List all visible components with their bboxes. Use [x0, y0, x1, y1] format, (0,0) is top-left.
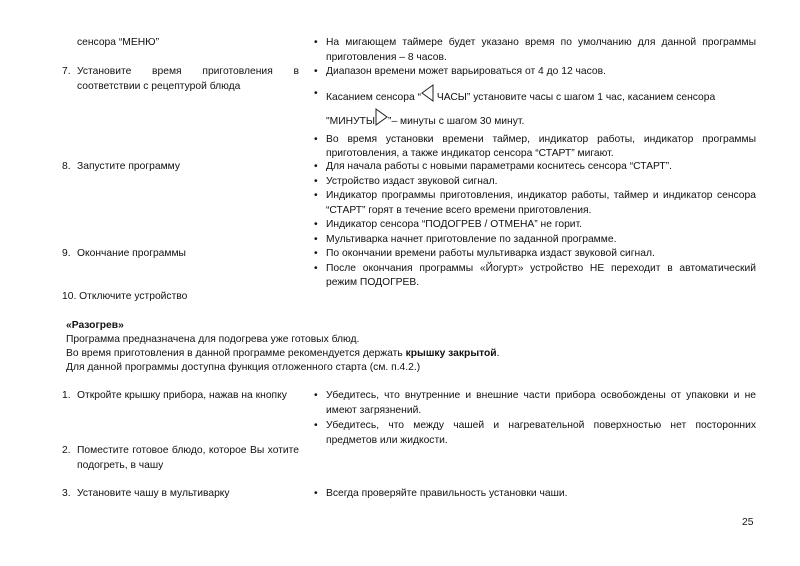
bullet-item: • На мигающем таймере будет указано время по умолчанию для данной программы приготовления – 8 часов. [312, 36, 756, 65]
bullet-item: • Диапазон времени может варьироваться от 4 до 12 часов. [312, 65, 756, 80]
section-line-3: Для данной программы доступна функция отложенного старта (см. п.4.2.) [66, 362, 421, 373]
step-7-notes [312, 65, 756, 162]
step-8-notes [312, 160, 756, 247]
step-10: 10. Отключите устройство [62, 291, 188, 302]
step-7 [62, 65, 302, 92]
reheat-step-3 [62, 487, 302, 502]
step-number: 3. [62, 488, 71, 499]
bullet-item: • Индикатор программы приготовления, индикатор работы, таймер и индикатор сенсора “СТАРТ” горят в течение всего времени приготовления. [312, 189, 756, 218]
section-line-2-text: Во время приготовления в данной программе рекомендуется держать [66, 348, 406, 359]
step-number: 7. [62, 66, 71, 77]
section-line-1: Программа предназначена для подогрева уже готовых блюд. [66, 334, 360, 345]
step-text: Поместите готовое блюдо, которое Вы хотите подогреть, в чашу [77, 445, 299, 471]
step-number: 8. [62, 161, 71, 172]
step-number: 2. [62, 445, 71, 456]
step-text: Запустите программу [77, 161, 181, 172]
reheat-step-1 [62, 389, 302, 404]
bullet-item: • После окончания программы «Йогурт» устройство НЕ переходит в автоматический режим ПОДОГРЕВ. [312, 262, 756, 291]
bullet-text: "МИНУТЫ [326, 115, 376, 127]
step-9-notes [312, 247, 756, 291]
section-line-2-bold: крышку закрытой [405, 348, 497, 359]
bullet-item: • Убедитесь, что внутренние и внешние части прибора освобождены от упаковки и не имеют загрязнений. [312, 389, 756, 418]
bullet-text: Касанием сенсора “ [326, 91, 421, 103]
bullet-item: • Мультиварка начнет приготовление по заданной программе. [312, 233, 756, 248]
minutes-triangle-icon [375, 108, 388, 126]
step-text: Окончание программы [77, 248, 186, 259]
bullet-text: ”– минуты с шагом 30 минут. [388, 115, 525, 127]
step-text: Установите чашу в мультиварку [77, 488, 230, 499]
page-number: 25 [742, 517, 754, 528]
bullet-item: • Убедитесь, что между чашей и нагревательной поверхностью нет посторонних предметов или жидкости. [312, 419, 756, 448]
hours-triangle-icon [421, 84, 434, 102]
reheat-step-3-notes [312, 487, 756, 502]
step-9 [62, 247, 302, 262]
section-line-2-end: . [496, 348, 500, 359]
bullet-item: • Устройство издаст звуковой сигнал. [312, 175, 756, 190]
section-line-2 [66, 347, 500, 362]
step-text: Установите время приготовления в соответствии с рецептурой блюда [77, 66, 299, 92]
step-8 [62, 160, 302, 175]
section-title [66, 319, 124, 334]
reheat-step-1-notes [312, 389, 756, 448]
step-number: 1. [62, 390, 71, 401]
bullet-item: • Во время установки времени таймер, индикатор работы, индикатор программы приготовления, а также индикатор сенсора “СТАРТ” мигают. [312, 133, 756, 162]
step-number: 9. [62, 248, 71, 259]
bullet-item: • По окончании времени работы мультиварка издаст звуковой сигнал. [312, 247, 756, 262]
bullet-text: ЧАСЫ” установите часы с шагом 1 час, касанием сенсора [434, 91, 716, 103]
bullet-item [312, 84, 756, 132]
reheat-step-2 [62, 444, 302, 471]
bullet-item: • Для начала работы с новыми параметрами коснитесь сенсора “СТАРТ”. [312, 160, 756, 175]
step-text: Откройте крышку прибора, нажав на кнопку [77, 390, 287, 401]
section-title-text: «Разогрев» [66, 320, 124, 331]
top-right-block [312, 36, 756, 65]
top-left-text: сенсора “МЕНЮ” [77, 37, 160, 48]
bullet-item: • Индикатор сенсора “ПОДОГРЕВ / ОТМЕНА” не горит. [312, 218, 756, 233]
bullet-item: • Всегда проверяйте правильность установки чаши. [312, 487, 756, 502]
